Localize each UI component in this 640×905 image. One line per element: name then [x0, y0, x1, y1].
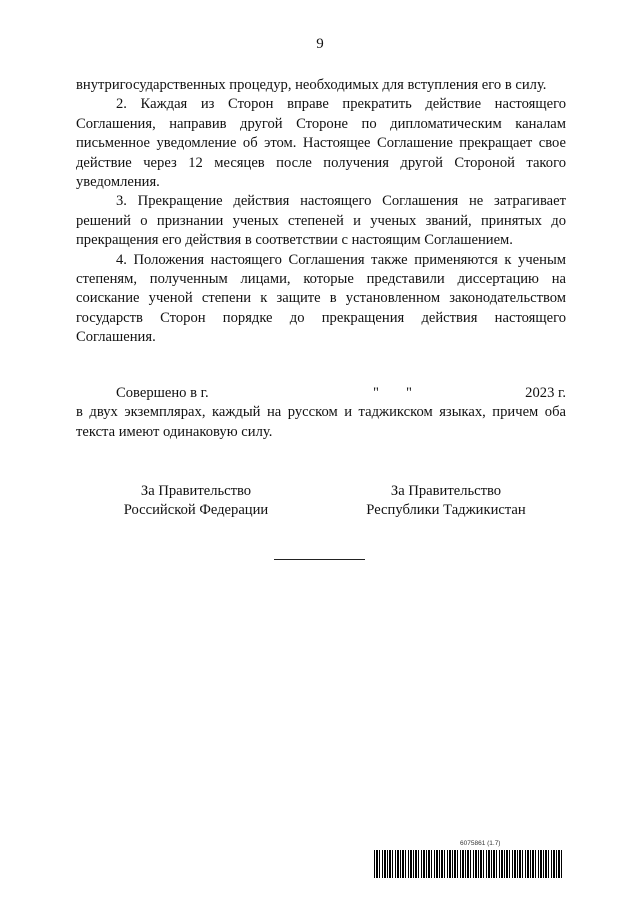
executed-statement [76, 384, 566, 442]
executed-line [76, 384, 566, 403]
paragraph-continuation: внутригосударственных процедур, необходимых для вступления его в силу. [76, 77, 547, 93]
executed-place-label: Совершено в г. [116, 385, 209, 401]
executed-date-quote-open: " [373, 385, 379, 401]
paragraph-clause-4: 4. Положения настоящего Соглашения также применяются к ученым степеням, полученным лицами, которые представили диссертацию на соискание ученой степени к защите в установленном законодательством государств Сторон порядке до прекращения действия настоящего Соглашения. [76, 251, 566, 346]
signature-tajikistan-line1: За Правительство [390, 483, 502, 499]
paragraph-clause-3: 3. Прекращение действия настоящего Соглашения не затрагивает решений о признании ученых степеней и ученых званий, принятых до прекращения его действия в соответствии с настоящим Соглашением. [76, 193, 566, 249]
signature-tajikistan-line2: Республики Таджикистан [366, 502, 526, 519]
end-separator-line [274, 559, 365, 560]
executed-year: 2023 г. [525, 385, 566, 401]
barcode-icon [374, 850, 562, 878]
executed-date-quote-close: " [406, 385, 412, 401]
signature-russia-line1: За Правительство [140, 483, 252, 499]
page-number: 9 [316, 36, 324, 52]
barcode-caption: 6075861 (1.7) [460, 840, 501, 847]
document-barcode [374, 840, 562, 880]
signature-russia [76, 482, 316, 521]
document-body [76, 76, 566, 348]
signature-tajikistan [326, 482, 566, 521]
executed-copies-text: в двух экземплярах, каждый на русском и таджикском языках, причем оба текста имеют одинаковую силу. [76, 404, 566, 440]
signature-russia-line2: Российской Федерации [123, 502, 269, 519]
paragraph-clause-2: 2. Каждая из Сторон вправе прекратить действие настоящего Соглашения, направив другой Стороне по дипломатическим каналам письменное уведомление об этом. Настоящее Соглашение прекращает свое действие через 12 месяцев после получения другой Стороной такого уведомления. [76, 96, 566, 191]
